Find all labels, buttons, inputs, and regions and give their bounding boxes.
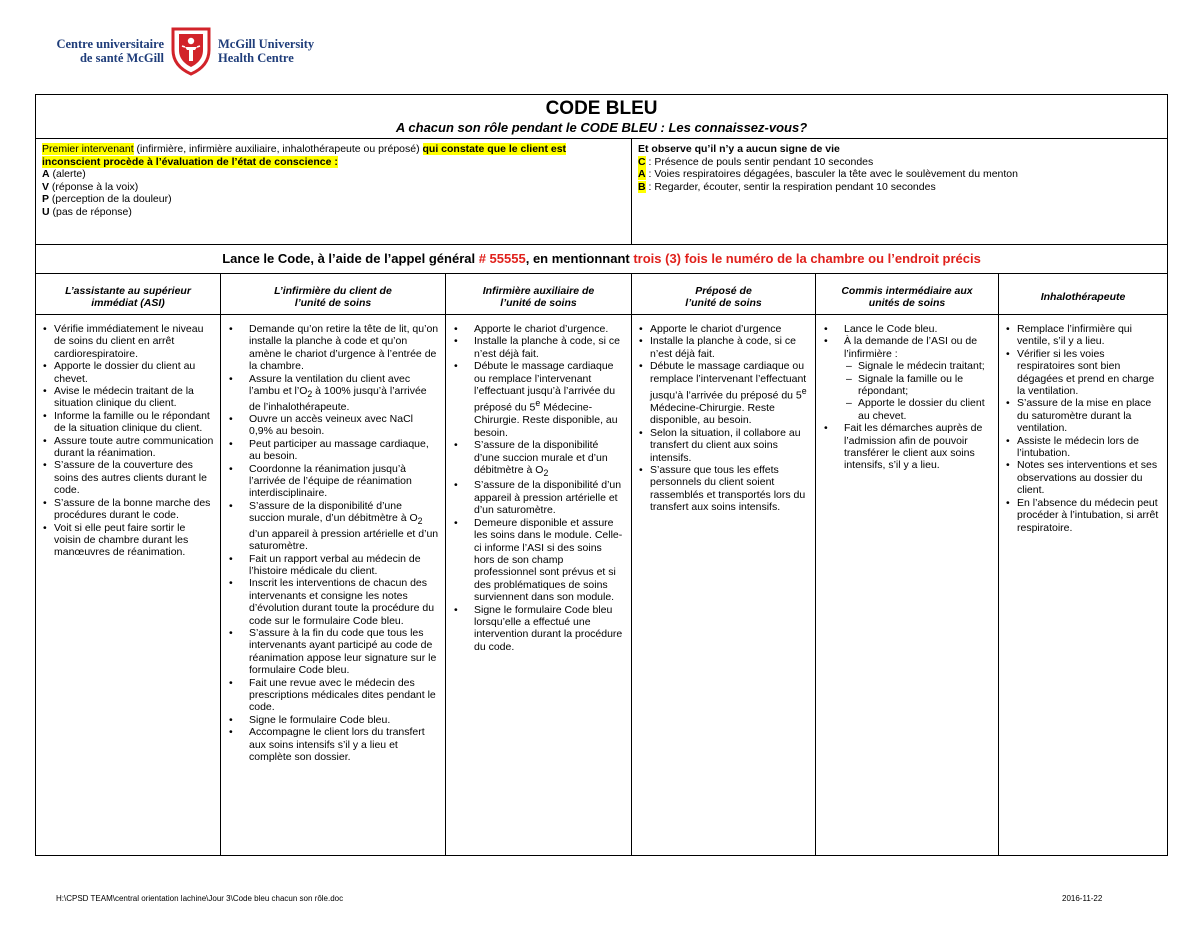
first-responder-label: Premier intervenant [42, 143, 134, 155]
sub-list-item: – Signale la famille ou le répondant; [858, 373, 992, 398]
subscript: 2 [307, 389, 313, 400]
column-header-clerk [816, 274, 999, 315]
list-item [249, 500, 439, 553]
muhc-logo [46, 26, 346, 78]
first-responder-action: qui constate que le client est inconscient procède à l’évaluation de l’état de conscience : [42, 143, 567, 168]
cab-letter: B [638, 180, 646, 193]
sub-list-item: – Apporte le dossier du client au chevet. [858, 397, 992, 422]
list-item: • S’assure à la fin du code que tous les intervenants ayant participé au code de réanimation appose leur signature sur le formulaire Code bleu. [249, 627, 439, 677]
list-item: • Voit si elle peut faire sortir le voisin de chambre durant les manœuvres de réanimation. [54, 522, 214, 559]
list-item: • Peut participer au massage cardiaque, au besoin. [249, 438, 439, 463]
cab-letter: A [638, 168, 646, 181]
list-item: • S’assure de la couverture des soins des autres clients durant le code. [54, 459, 214, 496]
document-title: CODE BLEU [545, 98, 658, 119]
shield-icon [170, 26, 212, 76]
item-text: Débute le massage cardiaque ou remplace l’intervenant l’effectuant jusqu’à l’arrivée du préposé du 5 [650, 360, 807, 402]
item-text: Médecine-Chirurgie. Reste disponible, au besoin. [650, 401, 775, 427]
list-item: • Lance le Code bleu. [844, 323, 992, 335]
cab-text: : Voies respiratoires dégagées, basculer la tête avec le soulèvement du menton [645, 168, 1018, 181]
logo-left-line1: Centre universitaire [56, 37, 164, 51]
title-cell [36, 95, 1168, 139]
clerk-column [816, 315, 999, 856]
vital-signs-heading: Et observe qu’il n’y a aucun signe de vie [638, 143, 840, 155]
column-header-auxiliary-nurse [446, 274, 632, 315]
column-header-respiratory-therapist [999, 274, 1168, 315]
list-item: • Apporte le chariot d’urgence. [474, 323, 625, 335]
cab-text: : Présence de pouls sentir pendant 10 secondes [645, 155, 874, 168]
header-line: Préposé de [695, 284, 752, 297]
list-item: • Installe la planche à code, si ce n’est déjà fait. [650, 335, 809, 360]
header-line: Inhalothérapeute [1040, 290, 1126, 303]
list-item [844, 335, 992, 422]
launch-text: Lance le Code, à l’aide de l’appel général [222, 251, 479, 266]
header-line: l’unité de soins [500, 297, 577, 309]
header-line: l’unité de soins [294, 297, 372, 309]
logo-left-line2: de santé McGill [79, 51, 164, 65]
launch-text-mid: , en mentionnant [525, 251, 634, 266]
avpu-letter: A [42, 168, 50, 181]
header-line: Infirmière auxiliaire de [482, 284, 595, 297]
asi-column [36, 315, 221, 856]
column-header-asi [36, 274, 221, 315]
item-text: d’un appareil à pression artérielle et d’un saturomètre. [249, 527, 439, 553]
item-text: Assure la ventilation du client avec l’ambu et l’O [249, 372, 411, 398]
footer-file-path: H:\CPSD TEAM\central orientation lachine\Jour 3\Code bleu chacun son rôle.doc [56, 894, 344, 903]
superscript: e [801, 386, 807, 397]
cab-letter: C [638, 155, 646, 168]
list-item: • S’assure de la bonne marche des procédures durant le code. [54, 497, 214, 522]
list-item: • Apporte le dossier du client au chevet. [54, 360, 214, 385]
list-item: • Fait les démarches auprès de l’admission afin de pouvoir transférer le client aux soins intensifs, s’il y a lieu. [844, 422, 992, 472]
list-item: • Remplace l’infirmière qui ventile, s’il y a lieu. [1017, 323, 1161, 348]
cab-item [638, 181, 1161, 194]
list-item: • Demeure disponible et assure les soins dans le module. Celle-ci informe l’ASI si des soins hors de son champ professionnel sont prévus et si des problématiques de soins surviennent dans son module. [474, 517, 625, 604]
first-responder-roles: (infirmière, infirmière auxiliaire, inhalothérapeute ou préposé) [133, 143, 423, 155]
list-item: • Demande qu’on retire la tête de lit, qu’on installe la planche à code et qu’on amène le chariot d’urgence à l’entrée de la chambre. [249, 323, 439, 373]
item-text: Débute le massage cardiaque ou remplace l’intervenant l’effectuant jusqu’à l’arrivée du préposé du 5 [474, 360, 616, 414]
superscript: e [535, 398, 541, 409]
list-item: • Informe la famille ou le répondant de la situation clinique du client. [54, 410, 214, 435]
list-item: • Selon la situation, il collabore au transfert du client aux soins intensifs. [650, 427, 809, 464]
avpu-item [42, 181, 625, 194]
item-text: S’assure de la disponibilité d’une succion murale et d’un débitmètre à O [474, 439, 608, 476]
cab-item [638, 168, 1161, 181]
list-item: • Assure toute autre communication durant la réanimation. [54, 435, 214, 460]
list-item: • Installe la planche à code, si ce n’est déjà fait. [474, 335, 625, 360]
respiratory-therapist-column [999, 315, 1168, 856]
list-item: • Fait une revue avec le médecin des prescriptions médicales dites pendant le code. [249, 677, 439, 714]
list-item: • S’assure que tous les effets personnels du client soient rassemblés et transportés lors du transfert aux soins intensifs. [650, 464, 809, 514]
cab-text: : Regarder, écouter, sentir la respiration pendant 10 secondes [645, 180, 936, 193]
avpu-letter: P [42, 193, 50, 206]
list-item: • S’assure de la disponibilité d’un appareil à pression artérielle et d’un saturomètre. [474, 479, 625, 516]
avpu-item [42, 168, 625, 181]
list-item: • Apporte le chariot d’urgence [650, 323, 809, 335]
vital-signs-cell [632, 139, 1168, 245]
list-item: • Accompagne le client lors du transfert aux soins intensifs s’il y a lieu et complète son dossier. [249, 726, 439, 763]
launch-instruction: trois (3) fois le numéro de la chambre ou l’endroit précis [633, 251, 981, 266]
item-text: à 100% jusqu’à l’arrivée de l’inhalothérapeute. [249, 385, 427, 413]
header-line: L’assistante au supérieur [65, 284, 191, 297]
list-item: • S’assure de la mise en place du saturomètre durant la ventilation. [1017, 397, 1161, 434]
launch-code-cell [36, 245, 1168, 274]
avpu-letter: U [42, 205, 50, 218]
list-item: • Notes ses interventions et ses observations au dossier du client. [1017, 459, 1161, 496]
list-item: • Inscrit les interventions de chacun des intervenants et consigne les notes d’évolution durant toute la procédure du code sur le formulaire Code bleu. [249, 577, 439, 627]
avpu-item [42, 206, 625, 219]
nurse-column [221, 315, 446, 856]
header-line: Commis intermédiaire aux [841, 284, 973, 297]
list-item: • Avise le médecin traitant de la situation clinique du client. [54, 385, 214, 410]
avpu-item [42, 193, 625, 206]
avpu-letter: V [42, 180, 50, 193]
list-item [650, 360, 809, 427]
list-item: • Fait un rapport verbal au médecin de l’histoire médicale du client. [249, 553, 439, 578]
item-text: À la demande de l’ASI ou de l’infirmière : [844, 335, 978, 360]
list-item: • En l’absence du médecin peut procéder à l’intubation, si arrêt respiratoire. [1017, 497, 1161, 534]
header-line: immédiat (ASI) [91, 297, 165, 309]
subscript: 2 [543, 468, 549, 479]
general-call-number: # 55555 [478, 251, 526, 266]
header-line: l’unité de soins [685, 297, 762, 309]
orderly-column [632, 315, 816, 856]
list-item [249, 373, 439, 413]
header-line: L’infirmière du client de [274, 284, 392, 297]
auxiliary-nurse-column [446, 315, 632, 856]
header-line: unités de soins [868, 297, 946, 309]
list-item: • Vérifie immédiatement le niveau de soins du client en arrêt cardiorespiratoire. [54, 323, 214, 360]
cab-item [638, 156, 1161, 169]
footer-date: 2016-11-22 [1062, 894, 1103, 903]
list-item: • Signe le formulaire Code bleu lorsqu’elle a effectué une intervention durant la procédure du code. [474, 604, 625, 654]
list-item: • Vérifier si les voies respiratoires sont bien dégagées et prend en charge la ventilation. [1017, 348, 1161, 398]
avpu-text: (perception de la douleur) [49, 193, 172, 206]
logo-right-line1: McGill University [218, 37, 315, 51]
first-responder-text [42, 143, 625, 168]
logo-text-french [46, 37, 164, 65]
item-text: Médecine-Chirurgie. Reste disponible, au besoin. [474, 401, 618, 439]
column-header-orderly [632, 274, 816, 315]
document-subtitle: A chacun son rôle pendant le CODE BLEU : Les connaissez-vous? [395, 120, 808, 135]
list-item: • Signe le formulaire Code bleu. [249, 714, 439, 726]
list-item: • Coordonne la réanimation jusqu’à l’arrivée de l’équipe de réanimation interdisciplinaire. [249, 463, 439, 500]
first-responder-cell [36, 139, 632, 245]
code-blue-table [35, 94, 1168, 856]
list-item [474, 360, 625, 439]
list-item [474, 439, 625, 479]
avpu-text: (réponse à la voix) [49, 180, 139, 193]
avpu-text: (pas de réponse) [49, 205, 132, 218]
list-item: • Assiste le médecin lors de l’intubation. [1017, 435, 1161, 460]
sub-list-item: – Signale le médecin traitant; [858, 360, 992, 372]
column-header-nurse [221, 274, 446, 315]
logo-right-line2: Health Centre [218, 51, 294, 65]
avpu-text: (alerte) [49, 168, 86, 181]
logo-text-english [218, 37, 358, 65]
item-text: S’assure de la disponibilité d’une succion murale, d’un débitmètre à O [249, 499, 418, 525]
list-item: • Ouvre un accès veineux avec NaCl 0,9% au besoin. [249, 413, 439, 438]
subscript: 2 [417, 516, 423, 527]
